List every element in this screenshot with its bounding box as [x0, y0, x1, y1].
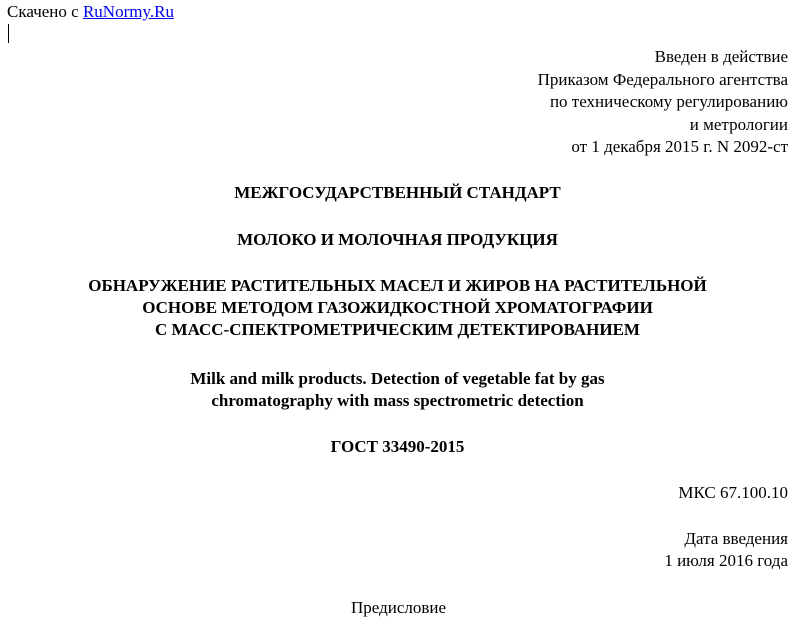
source-link[interactable]: RuNormy.Ru	[82, 2, 174, 21]
text-cursor	[8, 24, 9, 43]
title-ru-line: С МАСС-СПЕКТРОМЕТРИЧЕСКИМ ДЕТЕКТИРОВАНИЕМ	[155, 320, 640, 339]
source-line	[7, 1, 174, 23]
standard-title-en	[0, 368, 790, 412]
enactment-line: и метрологии	[689, 114, 788, 134]
enactment-line: Введен в действие	[654, 47, 788, 66]
standard-type: МЕЖГОСУДАРСТВЕННЫЙ СТАНДАРТ	[234, 183, 561, 202]
effective-date-label: Дата введения	[684, 529, 788, 548]
title-en-line: chromatography with mass spectrometric detection	[211, 391, 584, 410]
standard-code: ГОСТ 33490-2015	[330, 437, 465, 456]
title-ru-line: ОСНОВЕ МЕТОДОМ ГАЗОЖИДКОСТНОЙ ХРОМАТОГРАФИИ	[142, 298, 653, 317]
enactment-line: по техническому регулированию	[549, 92, 788, 111]
mks-code: МКС 67.100.10	[678, 483, 788, 502]
enactment-line: от 1 декабря 2015 г. N 2092-ст	[571, 137, 788, 156]
source-prefix: Скачено с	[7, 2, 83, 21]
enactment-block	[368, 46, 788, 159]
effective-date-value: 1 июля 2016 года	[664, 551, 788, 570]
title-en-line: Milk and milk products. Detection of vegetable fat by gas	[190, 369, 605, 388]
preface-heading: Предисловие	[350, 598, 447, 617]
standard-subject: МОЛОКО И МОЛОЧНАЯ ПРОДУКЦИЯ	[237, 230, 558, 249]
standard-title-ru	[0, 275, 790, 341]
standard-subject-heading	[0, 229, 790, 251]
standard-type-heading	[0, 182, 790, 204]
title-ru-line: ОБНАРУЖЕНИЕ РАСТИТЕЛЬНЫХ МАСЕЛ И ЖИРОВ НА РАСТИТЕЛЬНОЙ	[88, 276, 707, 295]
enactment-line: Приказом Федерального агентства	[537, 69, 788, 89]
classification-block	[368, 482, 788, 504]
standard-code-heading	[0, 436, 790, 458]
effective-date-block	[368, 528, 788, 572]
